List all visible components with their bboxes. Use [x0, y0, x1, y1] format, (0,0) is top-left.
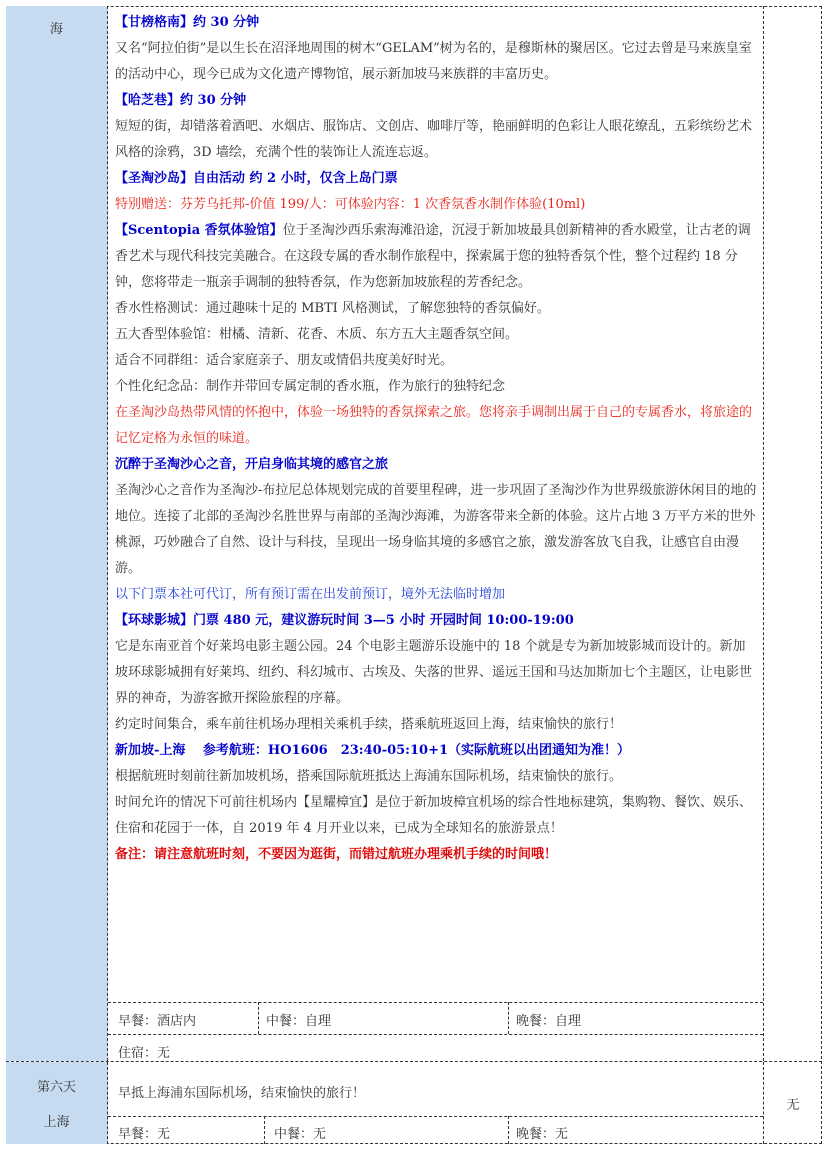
section-paragraph: 以下门票本社可代订，所有预订需在出发前预订，境外无法临时增加	[115, 587, 506, 602]
day6-label-cell	[6, 1062, 108, 1144]
divider	[108, 1034, 763, 1035]
day6-city: 上海	[43, 1115, 70, 1130]
section-heading: 【哈芝巷】约 30 分钟	[115, 93, 247, 108]
day5-right-cell	[763, 6, 822, 1061]
section-heading: 【甘榜格南】约 30 分钟	[115, 15, 260, 30]
day5-hotel: 住宿：无	[118, 1046, 171, 1061]
section-paragraph: 五大香型体验馆：柑橘、清新、花香、木质、东方五大主题香氛空间。	[115, 327, 519, 342]
divider	[508, 1116, 509, 1144]
divider	[108, 1116, 763, 1117]
section-heading-inline: 【Scentopia 香氛体验馆】	[115, 223, 283, 238]
section-paragraph: 又名“阿拉伯街”是以生长在沼泽地周围的树木“GELAM”树为名的，是穆斯林的聚居区。它过去曾是马来族皇室的活动中心，现今已成为文化遗产博物馆，展示新加坡马来族群的丰富历史。	[115, 41, 752, 82]
section-paragraph: 圣淘沙心之音作为圣淘沙-布拉尼总体规划完成的首要里程碑，进一步巩固了圣淘沙作为世界级旅游休闲目的地的地位。连接了北部的圣淘沙名胜世界与南部的圣淘沙海滩，为游客带来全新的体验。这片占地 3 万平方米的世外桃源，巧妙融合了自然、设计与科技，呈现出一场身临其境的多感官之旅，激发游客放飞自我，让感官自由漫游。	[115, 483, 757, 576]
section-paragraph: 适合不同群组：适合家庭亲子、朋友或情侣共度美好时光。	[115, 353, 454, 368]
day6-day-label: 第六天	[36, 1080, 76, 1095]
day5-content	[115, 10, 757, 868]
divider	[258, 1002, 259, 1034]
divider	[508, 1002, 509, 1034]
section-paragraph: 时间允许的情况下可前往机场内【星耀樟宜】是位于新加坡樟宜机场的综合性地标建筑，集购物、餐饮、娱乐、住宿和花园于一体，自 2019 年 4 月开业以来，已成为全球知名的旅游景点！	[115, 795, 753, 836]
section-paragraph: 短短的街，却错落着酒吧、水烟店、服饰店、文创店、咖啡厅等，艳丽鲜明的色彩让人眼花缭乱，五彩缤纷艺术风格的涂鸦，3D 墙绘，充满个性的装饰让人流连忘返。	[115, 119, 753, 160]
section-paragraph: 香水性格测试：通过趣味十足的 MBTI 风格测试，了解您独特的香氛偏好。	[115, 301, 550, 316]
day6-right-cell	[763, 1062, 822, 1144]
divider	[264, 1116, 265, 1144]
section-text-inline: 位于圣淘沙西乐索海滩沿途，沉浸于新加坡最具创新精神的香水殿堂，让古老的调香艺术与现代科技完美融合。在这段专属的香水制作旅程中，探索属于您的独特香氛个性，整个过程约 18 分钟，您将带走一瓶亲手调制的独特香氛，作为您新加坡旅程的芳香纪念。	[115, 223, 751, 290]
section-paragraph: 特别赠送：芬芳乌托邦-价值 199/人：可体验内容：1 次香氛香水制作体验(10ml)	[115, 197, 586, 212]
section-paragraph: 它是东南亚首个好莱坞电影主题公园。24 个电影主题游乐设施中的 18 个就是专为新加坡影城而设计的。新加坡环球影城拥有好莱坞、纽约、科幻城市、古埃及、失落的世界、遥远王国和马达加斯加七个主题区，让电影世界的神奇，为游客掀开探险旅程的序幕。	[115, 639, 753, 706]
day5-lunch: 中餐：自理	[266, 1014, 332, 1029]
day6-lunch: 中餐：无	[274, 1127, 327, 1142]
section-heading: 【圣淘沙岛】自由活动 约 2 小时，仅含上岛门票	[115, 171, 398, 186]
day5-label-cell	[6, 6, 108, 1061]
section-paragraph: 约定时间集合，乘车前往机场办理相关乘机手续，搭乘航班返回上海，结束愉快的旅行！	[115, 717, 623, 732]
day6-hotel: 无	[786, 1098, 800, 1113]
section-heading: 新加坡-上海 参考航班：HO1606 23:40-05:10+1（实际航班以出团通知为准！）	[115, 743, 631, 758]
section-paragraph: 根据航班时刻前往新加坡机场，搭乘国际航班抵达上海浦东国际机场，结束愉快的旅行。	[115, 769, 623, 784]
day5-dinner: 晚餐：自理	[516, 1014, 582, 1029]
divider	[108, 1002, 763, 1003]
day5-region-label: 海	[49, 22, 63, 37]
section-paragraph: 备注：请注意航班时刻，不要因为逛街，而错过航班办理乘机手续的时间哦！	[115, 847, 558, 862]
day5-breakfast: 早餐：酒店内	[118, 1014, 197, 1029]
section-paragraph: 在圣淘沙岛热带风情的怀抱中，体验一场独特的香氛探索之旅。您将亲手调制出属于自己的专属香水，将旅途的记忆定格为永恒的味道。	[115, 405, 753, 446]
section-paragraph: 个性化纪念品：制作并带回专属定制的香水瓶，作为旅行的独特纪念	[115, 379, 506, 394]
section-heading: 沉醉于圣淘沙心之音，开启身临其境的感官之旅	[115, 457, 389, 472]
day6-breakfast: 早餐：无	[118, 1127, 171, 1142]
day6-dinner: 晚餐：无	[516, 1127, 569, 1142]
section-heading: 【环球影城】门票 480 元，建议游玩时间 3—5 小时 开园时间 10:00-19:00	[115, 613, 574, 628]
section-paragraph	[115, 218, 757, 296]
day6-description: 早抵上海浦东国际机场，结束愉快的旅行！	[118, 1086, 366, 1101]
divider	[6, 1061, 822, 1062]
